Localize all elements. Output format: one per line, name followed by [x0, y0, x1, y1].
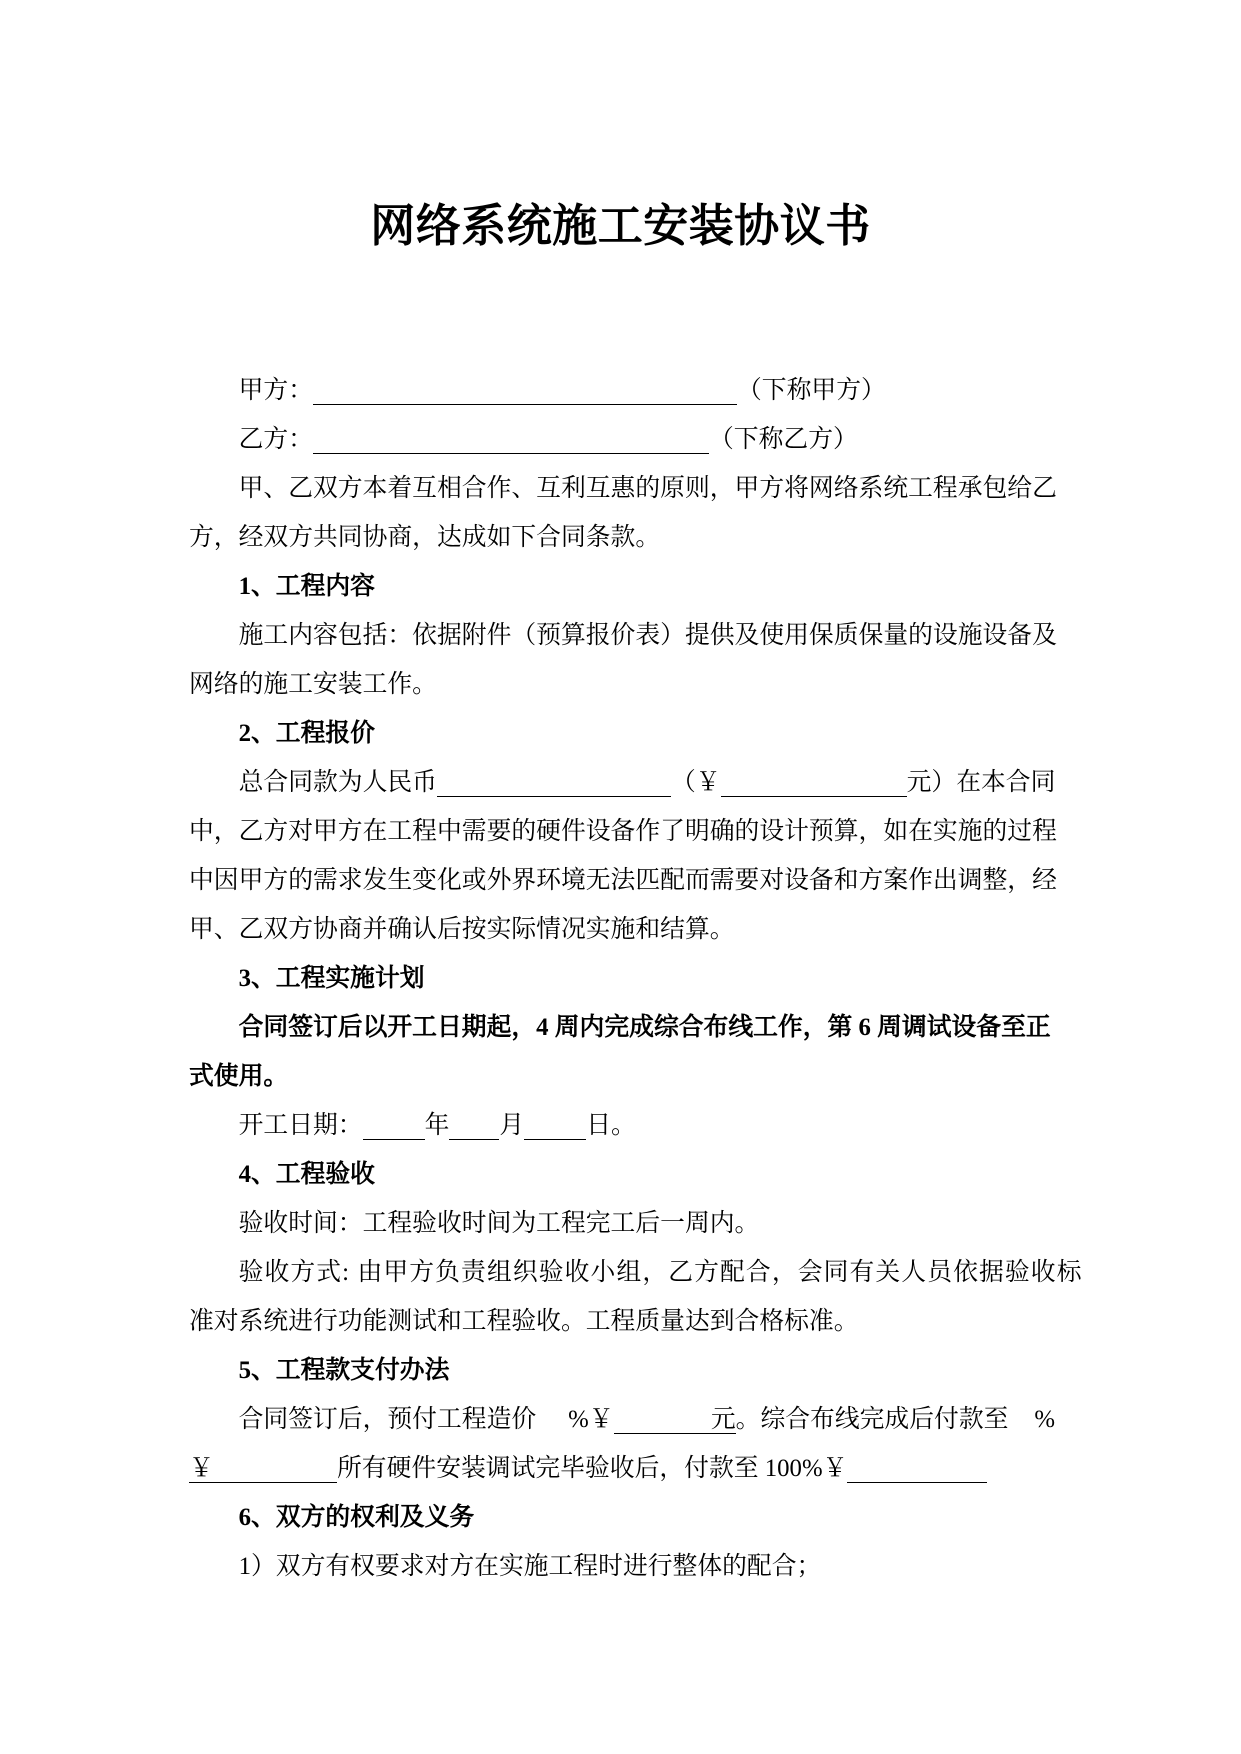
party-a-suffix: （下称甲方） [737, 377, 886, 404]
acceptance-method-line: 准对系统进行功能测试和工程验收。工程质量达到合格标准。 [189, 1308, 859, 1335]
acceptance-time-line: 验收时间：工程验收时间为工程完工后一周内。 [238, 1210, 760, 1237]
party-a-name-blank [313, 378, 737, 405]
party-a-label: 甲方： [238, 377, 313, 404]
document-title: 网络系统施工安装协议书 [370, 201, 871, 251]
plan-line: 合同签订后以开工日期起，4 周内完成综合布线工作，第 6 周调试设备至正 [238, 1014, 1051, 1041]
amount-in-figures-blank [721, 770, 907, 797]
installment-amount-blank [189, 1456, 337, 1483]
document-body [189, 366, 1083, 1591]
start-date-line [189, 1101, 1059, 1150]
start-year-blank [363, 1113, 425, 1140]
amount-suffix: 元）在本合同 [906, 769, 1056, 796]
section-1-heading: 1、工程内容 [238, 573, 375, 600]
percent-sign: % [1034, 1406, 1056, 1433]
amount-in-words-blank [437, 770, 671, 797]
section-4-heading: 4、工程验收 [238, 1161, 375, 1188]
section-2-heading: 2、工程报价 [238, 720, 375, 747]
party-b-label: 乙方： [238, 426, 313, 453]
acceptance-method-line: 验收方式: 由甲方负责组织验收小组，乙方配合，会同有关人员依据验收标 [238, 1259, 1083, 1286]
final-payment-line [189, 1444, 1059, 1493]
prepayment-line [189, 1395, 1059, 1444]
contract-amount-line [189, 758, 1059, 807]
installment-text: 。综合布线完成后付款至 [735, 1406, 1009, 1433]
preamble-line: 甲、乙双方本着互相合作、互利互惠的原则，甲方将网络系统工程承包给乙 [238, 475, 1057, 502]
section-2-text-line: 中，乙方对甲方在工程中需要的硬件设备作了明确的设计预算，如在实施的过程 [189, 818, 1057, 845]
amount-prefix: 总合同款为人民币 [238, 769, 437, 796]
day-label: 日。 [586, 1112, 636, 1139]
section-2-text-line: 甲、乙双方协商并确认后按实际情况实施和结算。 [189, 916, 735, 943]
party-b-line [189, 415, 1059, 464]
section-5-heading: 5、工程款支付办法 [238, 1357, 450, 1384]
prepay-amount-blank [614, 1407, 736, 1434]
rights-item: 1）双方有权要求对方在实施工程时进行整体的配合； [238, 1553, 822, 1580]
section-3-heading: 3、工程实施计划 [238, 965, 425, 992]
party-b-suffix: （下称乙方） [709, 426, 858, 453]
yuan-sign: ￥ [822, 1455, 848, 1482]
section-2-text-line: 中因甲方的需求发生变化或外界环境无法匹配而需要对设备和方案作出调整，经 [189, 867, 1057, 894]
start-day-blank [524, 1113, 586, 1140]
start-date-label: 开工日期： [238, 1112, 363, 1139]
final-payment-text: 所有硬件安装调试完毕验收后，付款至 100% [337, 1455, 823, 1482]
party-a-line [189, 366, 1059, 415]
month-label: 月 [499, 1112, 525, 1139]
section-1-text-line: 网络的施工安装工作。 [189, 671, 437, 698]
section-6-heading: 6、双方的权利及义务 [238, 1504, 475, 1531]
party-b-name-blank [313, 427, 709, 454]
yuan-unit: 元 [710, 1406, 736, 1433]
preamble-line: 方，经双方共同协商，达成如下合同条款。 [189, 524, 661, 551]
final-amount-blank [847, 1456, 987, 1483]
start-month-blank [449, 1113, 499, 1140]
prepay-prefix: 合同签订后，预付工程造价 [238, 1406, 537, 1433]
year-label: 年 [424, 1112, 450, 1139]
section-1-text-line: 施工内容包括：依据附件（预算报价表）提供及使用保质保量的设施设备及 [238, 622, 1057, 649]
percent-sign: % [568, 1406, 589, 1433]
amount-paren-open: （￥ [670, 769, 721, 796]
yuan-sign: ￥ [189, 1455, 214, 1482]
yuan-sign: ￥ [588, 1406, 614, 1433]
plan-line: 式使用。 [189, 1063, 289, 1090]
